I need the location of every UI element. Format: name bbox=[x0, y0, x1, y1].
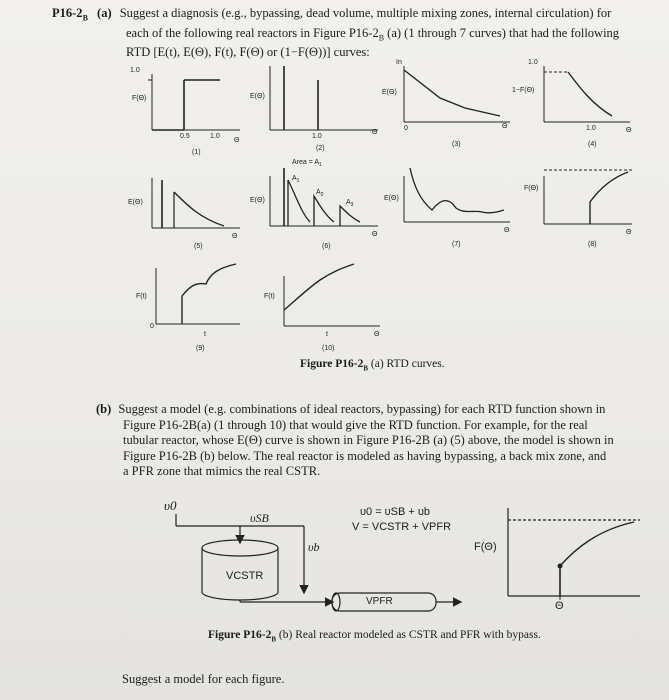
vpfr-label: VPFR bbox=[366, 596, 393, 607]
part-a-text-2: each of the following real reactors in Figure $P16-2_B$ (a) (1 through 7 curves) that had the following bbox=[126, 25, 620, 42]
panel-2-plot bbox=[270, 66, 378, 130]
panel-2-ylabel: E(Θ) bbox=[250, 93, 265, 100]
panel-8-plot bbox=[544, 170, 632, 224]
panel-3-top-label: In bbox=[396, 59, 402, 66]
panel-1-plot bbox=[148, 74, 240, 130]
part-b-line-5: a PFR zone that mimics the real CSTR. bbox=[123, 464, 321, 478]
panel-9-ylabel: F(t) bbox=[136, 293, 147, 300]
panel-6-xlabel: Θ bbox=[372, 231, 378, 238]
panel-6-peak-2: $A_2$ bbox=[316, 189, 324, 198]
equation-1: υ0 = υSB + υb bbox=[360, 506, 431, 518]
panel-10-xlabel: t bbox=[326, 331, 328, 338]
part-b-label: (b) bbox=[96, 402, 112, 416]
closing-instruction: Suggest a model for each figure. bbox=[122, 672, 285, 686]
panel-3-ylabel: E(Θ) bbox=[382, 89, 397, 96]
part-b-line-1: Suggest a model (e.g. combinations of ideal reactors, bypassing) for each RTD function shown in bbox=[118, 402, 606, 416]
panel-9-number: (9) bbox=[196, 345, 205, 352]
panel-9-xlabel: t bbox=[204, 331, 206, 338]
panel-6-ylabel: E(Θ) bbox=[250, 197, 265, 204]
panel-6-peak-1: $A_1$ bbox=[292, 175, 300, 184]
panel-10-number: (10) bbox=[322, 345, 335, 352]
vsb-label: υSB bbox=[250, 511, 269, 525]
panel-4-number: (4) bbox=[588, 141, 597, 148]
panel-1-xlabel: Θ bbox=[234, 137, 240, 144]
panel-1-ylabel: F(Θ) bbox=[132, 95, 147, 102]
vb-label: υb bbox=[308, 540, 320, 554]
panel-7-ylabel: E(Θ) bbox=[384, 195, 399, 202]
part-a-label: (a) bbox=[97, 6, 112, 20]
equation-2: V = VCSTR + VPFR bbox=[352, 521, 452, 533]
panel-4-ylabel: 1−F(Θ) bbox=[512, 87, 535, 94]
model-f-theta-plot bbox=[508, 508, 640, 596]
vcstr-label: VCSTR bbox=[226, 570, 264, 582]
panel-4-xlabel: Θ bbox=[626, 127, 632, 134]
panel-5-ylabel: E(Θ) bbox=[128, 199, 143, 206]
panel-7-xlabel: Θ bbox=[504, 227, 510, 234]
model-f-label: F(Θ) bbox=[474, 541, 497, 553]
panel-6-number: (6) bbox=[322, 243, 331, 250]
panel-6-plot bbox=[270, 168, 378, 226]
panel-10-ylabel: F(t) bbox=[264, 293, 275, 300]
panel-1-top-tick: 1.0 bbox=[130, 67, 140, 74]
panel-9-plot bbox=[156, 264, 240, 324]
panel-4-tick: 1.0 bbox=[586, 125, 596, 132]
figure-b-caption: Figure $P16-2_B$ (b) Real reactor modeled as CSTR and PFR with bypass. bbox=[208, 629, 541, 644]
panel-9-origin: 0 bbox=[150, 323, 154, 330]
panel-2-tick: 1.0 bbox=[312, 133, 322, 140]
panel-3-xlabel: Θ bbox=[502, 123, 508, 130]
part-a-text-3: RTD [E(t), E(Θ), F(t), F(Θ) or (1−F(Θ))] curves: bbox=[126, 45, 370, 59]
model-theta-label: Θ bbox=[555, 600, 564, 612]
panel-1-tick-10: 1.0 bbox=[210, 133, 220, 140]
panel-1-number: (1) bbox=[192, 149, 201, 156]
part-a-text-1: Suggest a diagnosis (e.g., bypassing, dead volume, multiple mixing zones, internal circulation) for bbox=[119, 6, 612, 20]
part-b-line-3: tubular reactor, whose E(Θ) curve is shown in Figure P16-2B (a) (5) above, the model is shown in bbox=[123, 433, 614, 447]
panel-2-xlabel: Θ bbox=[372, 129, 378, 136]
problem-number: $P16-2_B$ bbox=[52, 6, 88, 23]
panel-3-plot bbox=[404, 66, 510, 122]
panel-8-number: (8) bbox=[588, 241, 597, 248]
part-b-line-2: Figure P16-2B(a) (1 through 10) that would give the RTD function. For example, for the real bbox=[123, 417, 588, 432]
panel-10-extra: Θ bbox=[374, 331, 380, 338]
panel-6-peak-3: $A_3$ bbox=[346, 199, 354, 208]
panel-8-ylabel: F(Θ) bbox=[524, 185, 539, 192]
panel-5-plot bbox=[152, 178, 240, 228]
part-b-text bbox=[96, 402, 656, 480]
panel-10-plot bbox=[284, 264, 380, 326]
panel-4-top-tick: 1.0 bbox=[528, 59, 538, 66]
part-b-line-4: Figure P16-2B (b) below. The real reactor is modeled as having bypassing, a back mix zone, and bbox=[123, 448, 607, 463]
panel-6-area-label: Area = $A_1$ bbox=[292, 159, 322, 168]
panel-5-xlabel: Θ bbox=[232, 233, 238, 240]
v0-label: υ0 bbox=[164, 498, 177, 513]
panel-8-xlabel: Θ bbox=[626, 229, 632, 236]
panel-3-number: (3) bbox=[452, 141, 461, 148]
panel-7-number: (7) bbox=[452, 241, 461, 248]
figure-a-caption: Figure $P16-2_B$ (a) RTD curves. bbox=[300, 358, 445, 373]
panel-7-plot bbox=[404, 168, 510, 222]
panel-3-origin: 0 bbox=[404, 125, 408, 132]
panel-1-tick-05: 0.5 bbox=[180, 133, 190, 140]
panel-2-number: (2) bbox=[316, 145, 325, 152]
panel-5-number: (5) bbox=[194, 243, 203, 250]
panel-4-plot bbox=[544, 66, 630, 122]
